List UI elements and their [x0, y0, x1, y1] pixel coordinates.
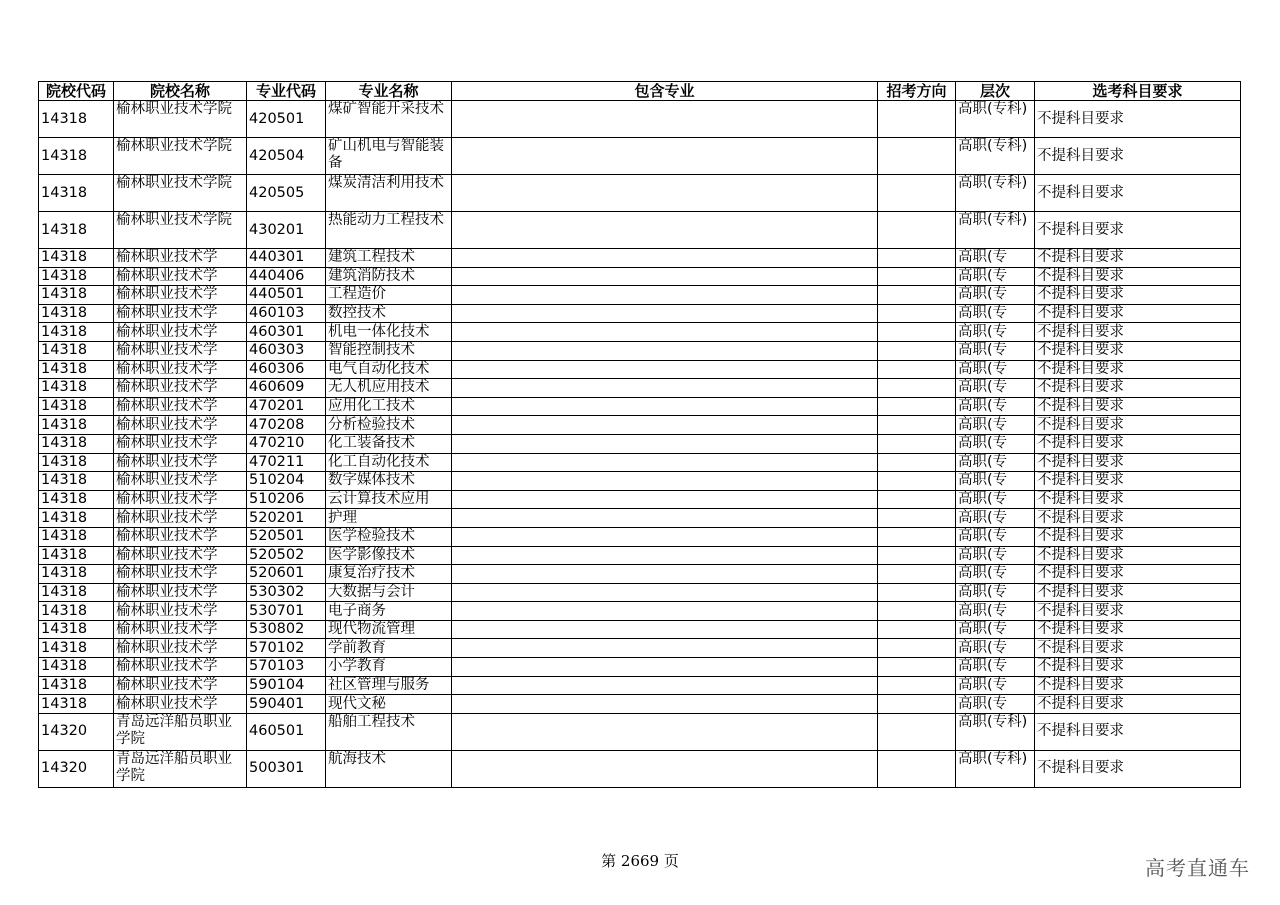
level-cell: 高职(专: [956, 565, 1035, 584]
table-row: [39, 546, 1241, 565]
includes-cell: [452, 472, 878, 491]
school-name-cell: 榆林职业技术学: [114, 453, 247, 472]
requirement-cell: 不提科目要求: [1035, 750, 1241, 787]
school-code-cell: 14318: [39, 434, 114, 453]
major-code-cell: 460609: [247, 379, 326, 398]
direction-cell: [878, 249, 956, 268]
requirement-cell: 不提科目要求: [1035, 639, 1241, 658]
major-name-cell: 电子商务: [326, 602, 452, 621]
major-code-cell: 570102: [247, 639, 326, 658]
school-name-cell: 榆林职业技术学: [114, 490, 247, 509]
includes-cell: [452, 360, 878, 379]
school-code-cell: 14318: [39, 379, 114, 398]
school-code-cell: 14318: [39, 175, 114, 212]
table-row: [39, 416, 1241, 435]
level-cell: 高职(专: [956, 397, 1035, 416]
table-row: [39, 434, 1241, 453]
requirement-cell: 不提科目要求: [1035, 416, 1241, 435]
direction-cell: [878, 676, 956, 695]
major-name-cell: 医学影像技术: [326, 546, 452, 565]
watermark-text: 高考直通车: [1145, 856, 1250, 880]
school-code-cell: 14318: [39, 620, 114, 639]
direction-cell: [878, 490, 956, 509]
school-name-cell: 榆林职业技术学: [114, 639, 247, 658]
school-name-cell: 榆林职业技术学院: [114, 101, 247, 138]
direction-cell: [878, 695, 956, 714]
level-cell: 高职(专: [956, 416, 1035, 435]
table-row: [39, 676, 1241, 695]
table-row: [39, 175, 1241, 212]
table-row: [39, 713, 1241, 750]
direction-cell: [878, 602, 956, 621]
direction-cell: [878, 658, 956, 677]
includes-cell: [452, 453, 878, 472]
includes-cell: [452, 695, 878, 714]
admissions-table: [38, 81, 1241, 788]
major-code-cell: 440501: [247, 286, 326, 305]
table-row: [39, 639, 1241, 658]
major-name-cell: 大数据与会计: [326, 583, 452, 602]
table-row: [39, 323, 1241, 342]
direction-cell: [878, 212, 956, 249]
major-name-cell: 航海技术: [326, 750, 452, 787]
table-row: [39, 453, 1241, 472]
school-code-cell: 14318: [39, 676, 114, 695]
school-code-cell: 14318: [39, 658, 114, 677]
major-code-cell: 460306: [247, 360, 326, 379]
requirement-cell: 不提科目要求: [1035, 397, 1241, 416]
requirement-cell: 不提科目要求: [1035, 676, 1241, 695]
school-name-cell: 榆林职业技术学: [114, 397, 247, 416]
school-name-cell: 榆林职业技术学: [114, 509, 247, 528]
level-cell: 高职(专科): [956, 713, 1035, 750]
requirement-cell: 不提科目要求: [1035, 175, 1241, 212]
major-name-cell: 热能动力工程技术: [326, 212, 452, 249]
includes-cell: [452, 267, 878, 286]
includes-cell: [452, 713, 878, 750]
requirement-cell: 不提科目要求: [1035, 267, 1241, 286]
level-cell: 高职(专: [956, 341, 1035, 360]
requirement-cell: 不提科目要求: [1035, 434, 1241, 453]
table-row: [39, 101, 1241, 138]
includes-cell: [452, 249, 878, 268]
level-cell: 高职(专: [956, 509, 1035, 528]
direction-cell: [878, 379, 956, 398]
major-name-cell: 煤矿智能开采技术: [326, 101, 452, 138]
school-code-cell: 14318: [39, 527, 114, 546]
includes-cell: [452, 509, 878, 528]
major-name-cell: 康复治疗技术: [326, 565, 452, 584]
school-name-cell: 榆林职业技术学: [114, 304, 247, 323]
requirement-cell: 不提科目要求: [1035, 695, 1241, 714]
header-requirement: 选考科目要求: [1035, 82, 1241, 101]
school-code-cell: 14318: [39, 639, 114, 658]
school-code-cell: 14318: [39, 490, 114, 509]
requirement-cell: 不提科目要求: [1035, 138, 1241, 175]
direction-cell: [878, 546, 956, 565]
school-code-cell: 14318: [39, 323, 114, 342]
major-code-cell: 470211: [247, 453, 326, 472]
includes-cell: [452, 750, 878, 787]
school-code-cell: 14318: [39, 509, 114, 528]
requirement-cell: 不提科目要求: [1035, 323, 1241, 342]
requirement-cell: 不提科目要求: [1035, 509, 1241, 528]
includes-cell: [452, 138, 878, 175]
includes-cell: [452, 620, 878, 639]
direction-cell: [878, 713, 956, 750]
school-name-cell: 榆林职业技术学: [114, 341, 247, 360]
includes-cell: [452, 639, 878, 658]
level-cell: 高职(专: [956, 695, 1035, 714]
requirement-cell: 不提科目要求: [1035, 713, 1241, 750]
direction-cell: [878, 323, 956, 342]
level-cell: 高职(专: [956, 620, 1035, 639]
level-cell: 高职(专科): [956, 750, 1035, 787]
school-name-cell: 榆林职业技术学院: [114, 175, 247, 212]
requirement-cell: 不提科目要求: [1035, 341, 1241, 360]
requirement-cell: 不提科目要求: [1035, 490, 1241, 509]
table-row: [39, 267, 1241, 286]
requirement-cell: 不提科目要求: [1035, 546, 1241, 565]
includes-cell: [452, 583, 878, 602]
school-code-cell: 14318: [39, 249, 114, 268]
major-name-cell: 应用化工技术: [326, 397, 452, 416]
major-name-cell: 电气自动化技术: [326, 360, 452, 379]
direction-cell: [878, 434, 956, 453]
direction-cell: [878, 397, 956, 416]
major-code-cell: 420505: [247, 175, 326, 212]
includes-cell: [452, 434, 878, 453]
table-row: [39, 138, 1241, 175]
header-level: 层次: [956, 82, 1035, 101]
school-code-cell: 14318: [39, 101, 114, 138]
major-code-cell: 520501: [247, 527, 326, 546]
level-cell: 高职(专: [956, 323, 1035, 342]
includes-cell: [452, 416, 878, 435]
requirement-cell: 不提科目要求: [1035, 602, 1241, 621]
major-code-cell: 570103: [247, 658, 326, 677]
school-name-cell: 榆林职业技术学: [114, 267, 247, 286]
school-name-cell: 榆林职业技术学: [114, 658, 247, 677]
table-row: [39, 472, 1241, 491]
requirement-cell: 不提科目要求: [1035, 286, 1241, 305]
major-name-cell: 工程造价: [326, 286, 452, 305]
school-name-cell: 榆林职业技术学: [114, 472, 247, 491]
includes-cell: [452, 397, 878, 416]
major-code-cell: 520201: [247, 509, 326, 528]
major-code-cell: 520502: [247, 546, 326, 565]
major-name-cell: 社区管理与服务: [326, 676, 452, 695]
major-name-cell: 现代文秘: [326, 695, 452, 714]
school-code-cell: 14318: [39, 138, 114, 175]
direction-cell: [878, 286, 956, 305]
includes-cell: [452, 490, 878, 509]
requirement-cell: 不提科目要求: [1035, 565, 1241, 584]
major-name-cell: 医学检验技术: [326, 527, 452, 546]
school-code-cell: 14318: [39, 286, 114, 305]
table-row: [39, 527, 1241, 546]
major-code-cell: 530802: [247, 620, 326, 639]
header-major-name: 专业名称: [326, 82, 452, 101]
major-name-cell: 矿山机电与智能装备: [326, 138, 452, 175]
school-name-cell: 榆林职业技术学: [114, 565, 247, 584]
major-code-cell: 590104: [247, 676, 326, 695]
header-major-code: 专业代码: [247, 82, 326, 101]
table-row: [39, 249, 1241, 268]
school-code-cell: 14320: [39, 750, 114, 787]
direction-cell: [878, 341, 956, 360]
major-code-cell: 510204: [247, 472, 326, 491]
major-name-cell: 建筑工程技术: [326, 249, 452, 268]
header-row: [39, 82, 1241, 101]
direction-cell: [878, 565, 956, 584]
includes-cell: [452, 546, 878, 565]
school-name-cell: 青岛远洋船员职业学院: [114, 750, 247, 787]
school-name-cell: 榆林职业技术学: [114, 546, 247, 565]
major-code-cell: 420501: [247, 101, 326, 138]
school-code-cell: 14318: [39, 341, 114, 360]
school-code-cell: 14318: [39, 583, 114, 602]
major-name-cell: 智能控制技术: [326, 341, 452, 360]
major-code-cell: 500301: [247, 750, 326, 787]
level-cell: 高职(专: [956, 676, 1035, 695]
direction-cell: [878, 453, 956, 472]
major-code-cell: 440301: [247, 249, 326, 268]
requirement-cell: 不提科目要求: [1035, 583, 1241, 602]
major-name-cell: 小学教育: [326, 658, 452, 677]
school-name-cell: 榆林职业技术学: [114, 695, 247, 714]
major-name-cell: 数控技术: [326, 304, 452, 323]
major-code-cell: 460103: [247, 304, 326, 323]
includes-cell: [452, 527, 878, 546]
major-name-cell: 机电一体化技术: [326, 323, 452, 342]
requirement-cell: 不提科目要求: [1035, 472, 1241, 491]
major-code-cell: 430201: [247, 212, 326, 249]
school-name-cell: 榆林职业技术学: [114, 434, 247, 453]
school-code-cell: 14318: [39, 695, 114, 714]
header-school-code: 院校代码: [39, 82, 114, 101]
direction-cell: [878, 138, 956, 175]
includes-cell: [452, 658, 878, 677]
level-cell: 高职(专: [956, 304, 1035, 323]
school-code-cell: 14318: [39, 453, 114, 472]
major-name-cell: 学前教育: [326, 639, 452, 658]
major-code-cell: 470208: [247, 416, 326, 435]
school-name-cell: 榆林职业技术学: [114, 676, 247, 695]
school-code-cell: 14318: [39, 304, 114, 323]
direction-cell: [878, 360, 956, 379]
direction-cell: [878, 639, 956, 658]
level-cell: 高职(专: [956, 360, 1035, 379]
direction-cell: [878, 509, 956, 528]
school-code-cell: 14318: [39, 565, 114, 584]
direction-cell: [878, 267, 956, 286]
table-row: [39, 750, 1241, 787]
includes-cell: [452, 304, 878, 323]
level-cell: 高职(专: [956, 379, 1035, 398]
major-code-cell: 530302: [247, 583, 326, 602]
major-name-cell: 云计算技术应用: [326, 490, 452, 509]
requirement-cell: 不提科目要求: [1035, 212, 1241, 249]
school-code-cell: 14318: [39, 397, 114, 416]
major-code-cell: 520601: [247, 565, 326, 584]
school-name-cell: 榆林职业技术学: [114, 583, 247, 602]
table-row: [39, 286, 1241, 305]
direction-cell: [878, 583, 956, 602]
major-code-cell: 460301: [247, 323, 326, 342]
requirement-cell: 不提科目要求: [1035, 658, 1241, 677]
direction-cell: [878, 416, 956, 435]
school-name-cell: 榆林职业技术学: [114, 323, 247, 342]
requirement-cell: 不提科目要求: [1035, 360, 1241, 379]
major-name-cell: 煤炭清洁利用技术: [326, 175, 452, 212]
school-name-cell: 榆林职业技术学: [114, 249, 247, 268]
major-code-cell: 460501: [247, 713, 326, 750]
table-row: [39, 490, 1241, 509]
requirement-cell: 不提科目要求: [1035, 101, 1241, 138]
requirement-cell: 不提科目要求: [1035, 379, 1241, 398]
school-name-cell: 榆林职业技术学: [114, 286, 247, 305]
major-code-cell: 420504: [247, 138, 326, 175]
level-cell: 高职(专: [956, 583, 1035, 602]
direction-cell: [878, 527, 956, 546]
level-cell: 高职(专: [956, 546, 1035, 565]
major-name-cell: 数字媒体技术: [326, 472, 452, 491]
level-cell: 高职(专: [956, 453, 1035, 472]
school-code-cell: 14318: [39, 212, 114, 249]
direction-cell: [878, 101, 956, 138]
includes-cell: [452, 175, 878, 212]
major-name-cell: 建筑消防技术: [326, 267, 452, 286]
school-name-cell: 榆林职业技术学: [114, 416, 247, 435]
school-code-cell: 14318: [39, 546, 114, 565]
school-code-cell: 14318: [39, 267, 114, 286]
school-name-cell: 榆林职业技术学: [114, 620, 247, 639]
table-row: [39, 360, 1241, 379]
school-code-cell: 14318: [39, 602, 114, 621]
school-code-cell: 14318: [39, 416, 114, 435]
level-cell: 高职(专: [956, 602, 1035, 621]
level-cell: 高职(专: [956, 490, 1035, 509]
includes-cell: [452, 565, 878, 584]
includes-cell: [452, 676, 878, 695]
level-cell: 高职(专: [956, 267, 1035, 286]
includes-cell: [452, 341, 878, 360]
major-name-cell: 化工装备技术: [326, 434, 452, 453]
requirement-cell: 不提科目要求: [1035, 304, 1241, 323]
page-number: 第 2669 页: [601, 852, 679, 870]
table-row: [39, 379, 1241, 398]
major-name-cell: 船舶工程技术: [326, 713, 452, 750]
major-code-cell: 510206: [247, 490, 326, 509]
school-name-cell: 青岛远洋船员职业学院: [114, 713, 247, 750]
table-row: [39, 620, 1241, 639]
direction-cell: [878, 472, 956, 491]
level-cell: 高职(专: [956, 434, 1035, 453]
direction-cell: [878, 304, 956, 323]
requirement-cell: 不提科目要求: [1035, 249, 1241, 268]
requirement-cell: 不提科目要求: [1035, 453, 1241, 472]
level-cell: 高职(专: [956, 249, 1035, 268]
major-code-cell: 470201: [247, 397, 326, 416]
header-school-name: 院校名称: [114, 82, 247, 101]
table-row: [39, 695, 1241, 714]
requirement-cell: 不提科目要求: [1035, 620, 1241, 639]
level-cell: 高职(专科): [956, 212, 1035, 249]
includes-cell: [452, 286, 878, 305]
major-name-cell: 护理: [326, 509, 452, 528]
school-name-cell: 榆林职业技术学: [114, 379, 247, 398]
major-code-cell: 440406: [247, 267, 326, 286]
table-row: [39, 304, 1241, 323]
school-name-cell: 榆林职业技术学院: [114, 212, 247, 249]
level-cell: 高职(专: [956, 527, 1035, 546]
header-direction: 招考方向: [878, 82, 956, 101]
includes-cell: [452, 379, 878, 398]
table-row: [39, 602, 1241, 621]
level-cell: 高职(专科): [956, 138, 1035, 175]
major-name-cell: 现代物流管理: [326, 620, 452, 639]
school-name-cell: 榆林职业技术学: [114, 602, 247, 621]
direction-cell: [878, 750, 956, 787]
includes-cell: [452, 101, 878, 138]
level-cell: 高职(专: [956, 472, 1035, 491]
table-row: [39, 212, 1241, 249]
major-code-cell: 590401: [247, 695, 326, 714]
major-name-cell: 化工自动化技术: [326, 453, 452, 472]
major-code-cell: 530701: [247, 602, 326, 621]
level-cell: 高职(专科): [956, 101, 1035, 138]
header-includes: 包含专业: [452, 82, 878, 101]
table-row: [39, 509, 1241, 528]
table-row: [39, 341, 1241, 360]
table-row: [39, 583, 1241, 602]
table-row: [39, 658, 1241, 677]
direction-cell: [878, 175, 956, 212]
major-code-cell: 460303: [247, 341, 326, 360]
includes-cell: [452, 602, 878, 621]
direction-cell: [878, 620, 956, 639]
school-code-cell: 14320: [39, 713, 114, 750]
school-name-cell: 榆林职业技术学: [114, 360, 247, 379]
major-code-cell: 470210: [247, 434, 326, 453]
requirement-cell: 不提科目要求: [1035, 527, 1241, 546]
school-name-cell: 榆林职业技术学院: [114, 138, 247, 175]
major-name-cell: 无人机应用技术: [326, 379, 452, 398]
school-name-cell: 榆林职业技术学: [114, 527, 247, 546]
school-code-cell: 14318: [39, 360, 114, 379]
level-cell: 高职(专: [956, 286, 1035, 305]
level-cell: 高职(专科): [956, 175, 1035, 212]
level-cell: 高职(专: [956, 658, 1035, 677]
level-cell: 高职(专: [956, 639, 1035, 658]
table-row: [39, 565, 1241, 584]
includes-cell: [452, 323, 878, 342]
includes-cell: [452, 212, 878, 249]
major-name-cell: 分析检验技术: [326, 416, 452, 435]
school-code-cell: 14318: [39, 472, 114, 491]
table-row: [39, 397, 1241, 416]
